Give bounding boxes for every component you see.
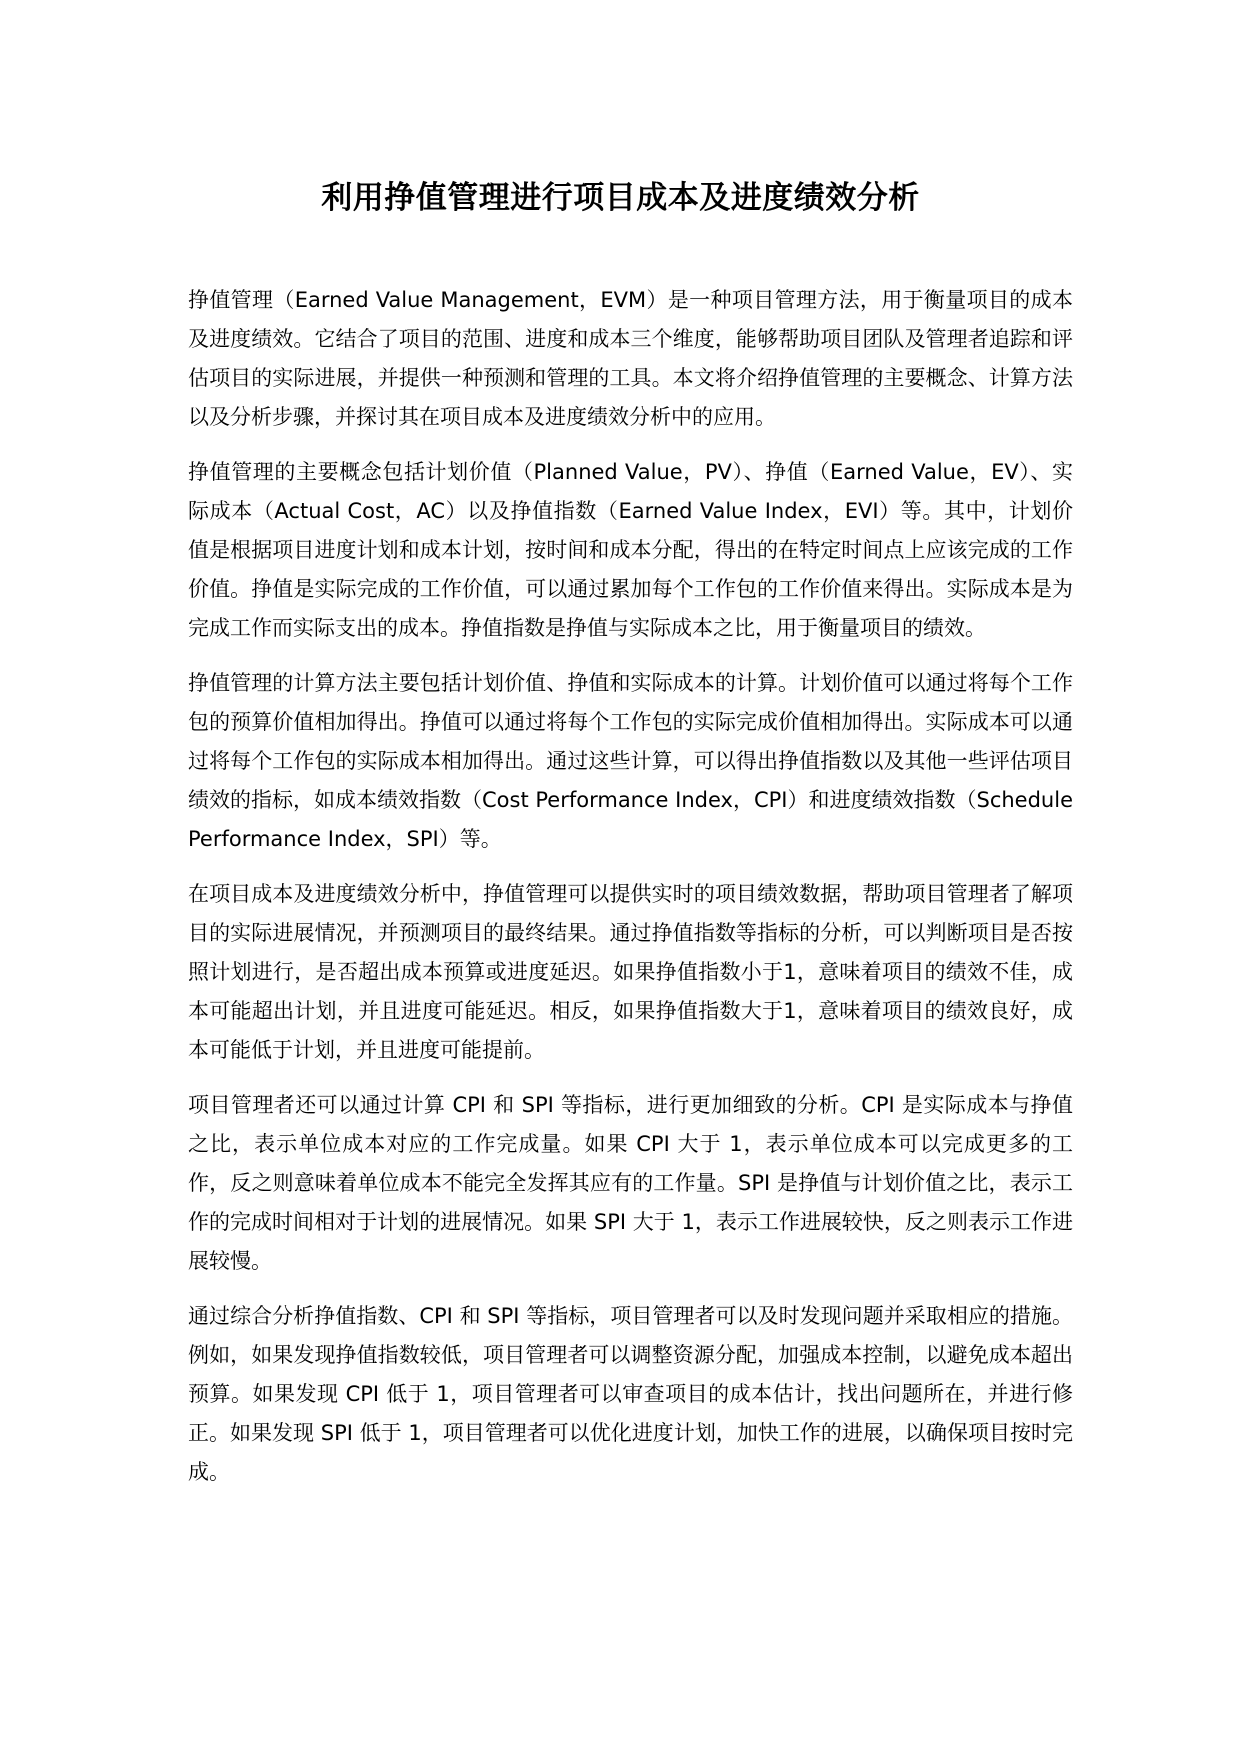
paragraph-measures: 通过综合分析挣值指数、CPI 和 SPI 等指标，项目管理者可以及时发现问题并采取相应的措施。例如，如果发现挣值指数较低，项目管理者可以调整资源分配，加强成本控制，以避免成本超出预算。如果发现 CPI 低于 1，项目管理者可以审查项目的成本估计，找出问题所在，并进行修正。如果发现 SPI 低于 1，项目管理者可以优化进度计划，加快工作的进展，以确保项目按时完成。 — [188, 1304, 1073, 1484]
document-title: 利用挣值管理进行项目成本及进度绩效分析 — [321, 180, 920, 216]
paragraph-analysis: 在项目成本及进度绩效分析中，挣值管理可以提供实时的项目绩效数据，帮助项目管理者了解项目的实际进展情况，并预测项目的最终结果。通过挣值指数等指标的分析，可以判断项目是否按照计划进行，是否超出成本预算或进度延迟。如果挣值指数小于1，意味着项目的绩效不佳，成本可能超出计划，并且进度可能延迟。相反，如果挣值指数大于1，意味着项目的绩效良好，成本可能低于计划，并且进度可能提前。 — [188, 882, 1073, 1062]
paragraph-intro: 挣值管理（Earned Value Management，EVM）是一种项目管理方法，用于衡量项目的成本及进度绩效。它结合了项目的范围、进度和成本三个维度，能够帮助项目团队及管理者追踪和评估项目的实际进展，并提供一种预测和管理的工具。本文将介绍挣值管理的主要概念、计算方法以及分析步骤，并探讨其在项目成本及进度绩效分析中的应用。 — [188, 288, 1073, 429]
document-body — [188, 281, 1073, 1508]
paragraph-cpi-spi: 项目管理者还可以通过计算 CPI 和 SPI 等指标，进行更加细致的分析。CPI 是实际成本与挣值之比，表示单位成本对应的工作完成量。如果 CPI 大于 1，表示单位成本可以完成更多的工作，反之则意味着单位成本不能完全发挥其应有的工作量。SPI 是挣值与计划价值之比，表示工作的完成时间相对于计划的进展情况。如果 SPI 大于 1，表示工作进展较快，反之则表示工作进展较慢。 — [188, 1093, 1073, 1273]
paragraph-calculation: 挣值管理的计算方法主要包括计划价值、挣值和实际成本的计算。计划价值可以通过将每个工作包的预算价值相加得出。挣值可以通过将每个工作包的实际完成价值相加得出。实际成本可以通过将每个工作包的实际成本相加得出。通过这些计算，可以得出挣值指数以及其他一些评估项目绩效的指标，如成本绩效指数（Cost Performance Index，CPI）和进度绩效指数（Schedule Performance Index，SPI）等。 — [188, 671, 1073, 851]
paragraph-concepts: 挣值管理的主要概念包括计划价值（Planned Value，PV）、挣值（Earned Value，EV）、实际成本（Actual Cost，AC）以及挣值指数（Earned Value Index，EVI）等。其中，计划价值是根据项目进度计划和成本计划，按时间和成本分配，得出的在特定时间点上应该完成的工作价值。挣值是实际完成的工作价值，可以通过累加每个工作包的工作价值来得出。实际成本是为完成工作而实际支出的成本。挣值指数是挣值与实际成本之比，用于衡量项目的绩效。 — [188, 460, 1073, 640]
